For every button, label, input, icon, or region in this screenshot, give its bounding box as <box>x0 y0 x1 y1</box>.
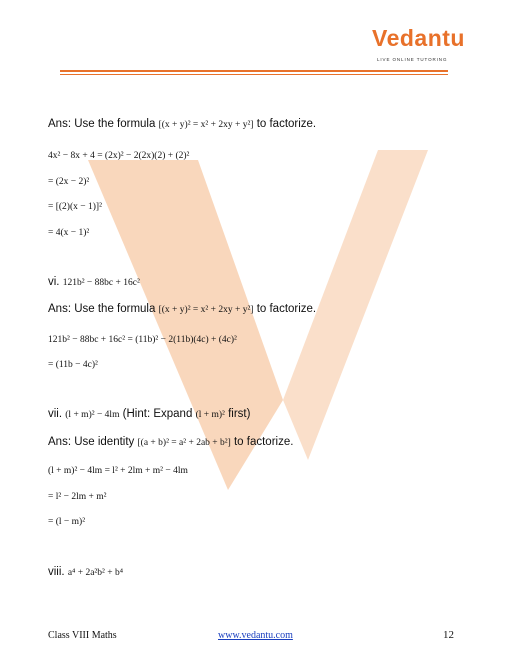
footer-class-label: Class VIII Maths <box>48 630 117 641</box>
question-viii <box>48 566 123 578</box>
math-step: = (11b − 4c)² <box>48 360 98 370</box>
math-step: = l² − 2lm + m² <box>48 492 107 502</box>
page-number: 12 <box>443 629 454 641</box>
answer-prefix: Ans: Use identity <box>48 436 135 448</box>
footer-website-link[interactable]: www.vedantu.com <box>218 630 293 641</box>
formula-xy: [(x + y)² = x² + 2xy + y²] <box>158 305 254 315</box>
question-expression: a⁴ + 2a²b² + b⁴ <box>67 568 124 578</box>
answer-prefix: Ans: Use the formula <box>48 303 156 315</box>
question-label: viii. <box>48 566 65 578</box>
question-label: vii. <box>48 408 63 420</box>
math-step: = [(2)(x − 1)]² <box>48 202 102 212</box>
formula-xy: [(x + y)² = x² + 2xy + y²] <box>158 120 254 130</box>
question-expression: (l + m)² − 4lm <box>65 410 120 420</box>
question-label: vi. <box>48 276 60 288</box>
answer-vii-identity-line <box>48 436 293 448</box>
logo-tagline: LIVE ONLINE TUTORING <box>377 57 448 62</box>
math-step: 121b² − 88bc + 16c² = (11b)² − 2(11b)(4c) + (4c)² <box>48 335 237 345</box>
answer-prefix: Ans: Use the formula <box>48 118 156 130</box>
hint-expression: (l + m)² <box>195 410 225 420</box>
answer-suffix: to factorize. <box>256 118 317 130</box>
question-expression: 121b² − 88bc + 16c² <box>62 278 140 288</box>
answer-suffix: to factorize. <box>256 303 317 315</box>
answer-suffix: to factorize. <box>233 436 294 448</box>
math-step: = 4(x − 1)² <box>48 228 90 238</box>
math-step: = (l − m)² <box>48 517 86 527</box>
math-step: 4x² − 8x + 4 = (2x)² − 2(2x)(2) + (2)² <box>48 151 190 161</box>
formula-ab: [(a + b)² = a² + 2ab + b²] <box>137 438 231 448</box>
answer-vi-formula-line <box>48 303 316 315</box>
header-rule <box>60 70 448 72</box>
vedantu-logo: Vedantu <box>372 25 465 51</box>
math-step: (l + m)² − 4lm = l² + 2lm + m² − 4lm <box>48 466 188 476</box>
answer-v-formula-line <box>48 118 316 130</box>
math-step: = (2x − 2)² <box>48 177 90 187</box>
question-vii <box>48 408 250 420</box>
vedantu-watermark-logo <box>78 130 438 510</box>
header-rule-thin <box>60 74 448 75</box>
hint-suffix: first) <box>228 408 251 420</box>
hint-prefix: (Hint: Expand <box>122 408 193 420</box>
question-vi <box>48 276 140 288</box>
